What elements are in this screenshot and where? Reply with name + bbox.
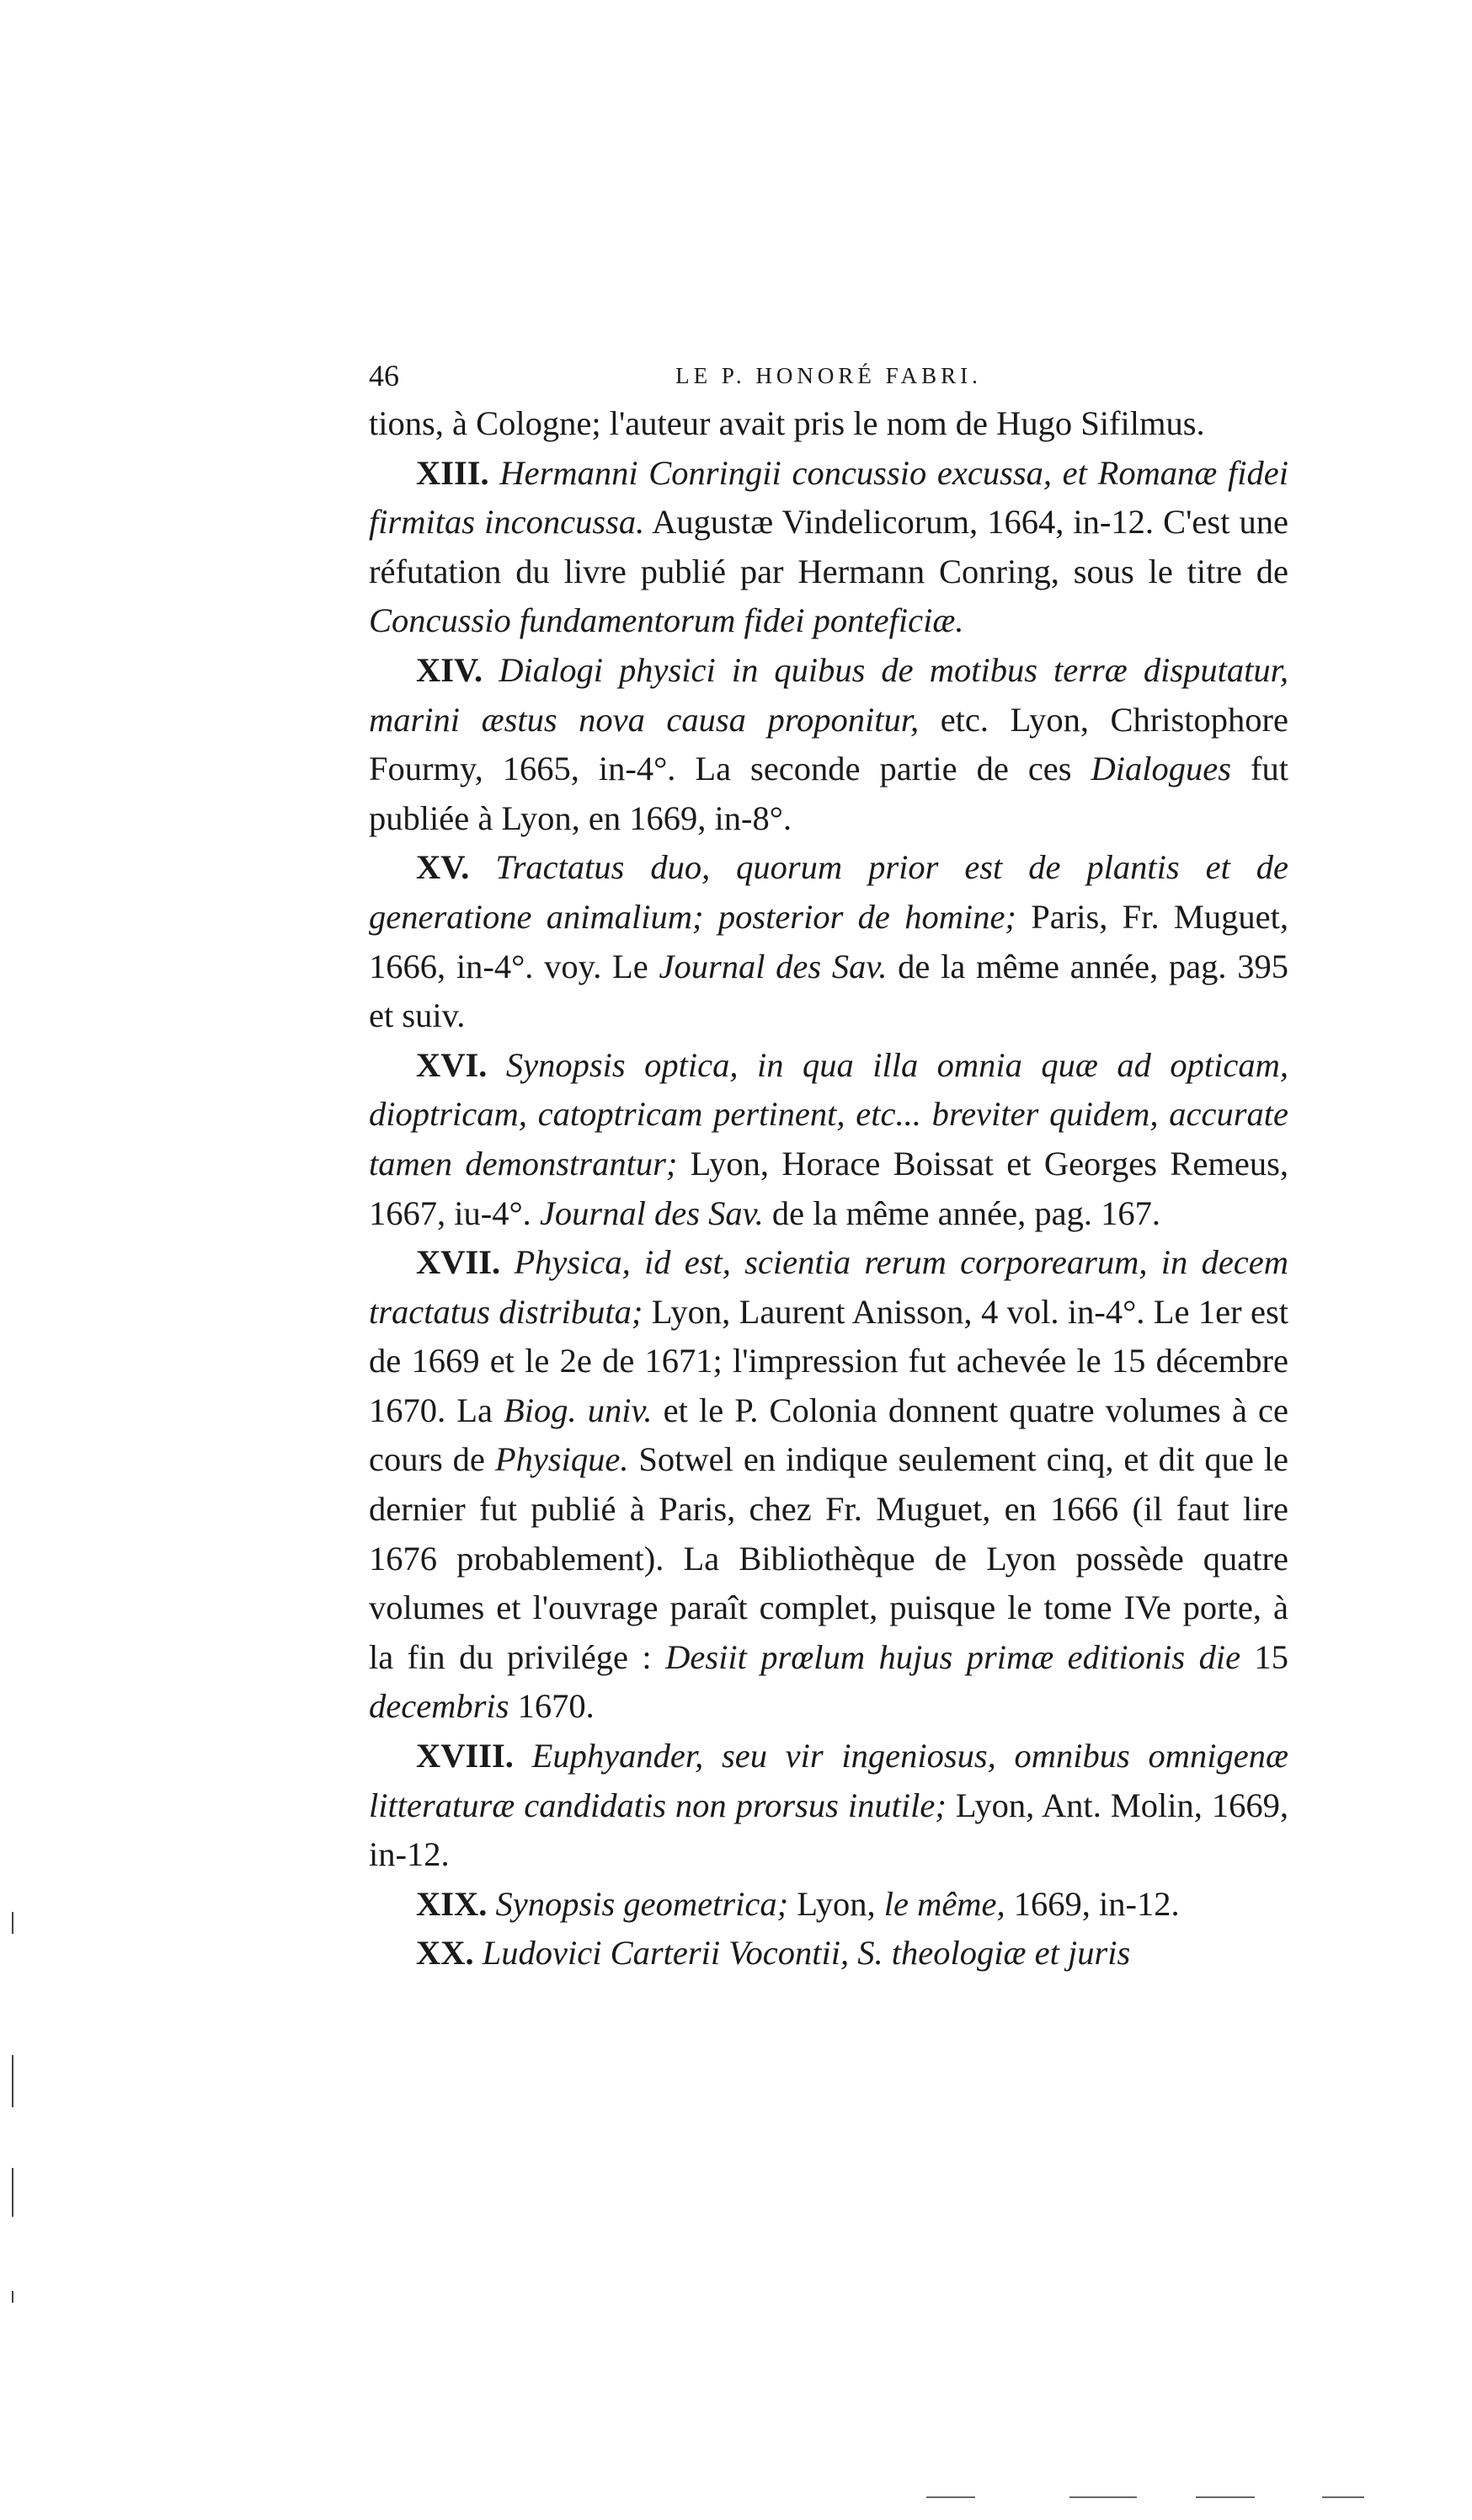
text-run: Lyon, (788, 1884, 884, 1923)
text-run (514, 1737, 532, 1775)
italic-title: Dialogues (1091, 750, 1232, 788)
page-number: 46 (369, 359, 399, 392)
entry-number: XX. (416, 1934, 474, 1973)
entry-number: XVII. (416, 1243, 501, 1282)
running-title: LE P. HONORÉ FABRI. (675, 363, 982, 388)
text-run: de la même année, pag. 395 et suiv. (369, 947, 1288, 1035)
italic-title: Physique. (494, 1440, 629, 1479)
entry-xv (369, 843, 1288, 1040)
text-run (487, 1885, 495, 1923)
entry-number: XIX. (416, 1884, 488, 1923)
scan-bottom-marks (926, 2496, 1364, 2500)
italic-title: Journal des Sav. (659, 947, 888, 985)
text-run: Lyon, Ant. Molin, 1669, in-12. (369, 1786, 1288, 1874)
text-run: Sotwel en indique seulement cinq, et dit que le dernier fut publié à Paris, chez Fr. Muguet, en 1666 (il faut lire 1676 probablement). La Bibliothèque de Lyon possède quatre volumes et l'ouvrage paraît complet, puisque le tome IVe porte, à la fin du privilége : (369, 1440, 1288, 1676)
entry-xix (369, 1880, 1288, 1930)
paragraph-continuation (369, 399, 1288, 449)
text-run (487, 1046, 506, 1084)
italic-title: Euphyander, seu vir ingeniosus, omnibus omnigenæ litteraturæ candidatis non prorsus inutile; (369, 1737, 1288, 1824)
text-run: 15 (1240, 1637, 1289, 1676)
text-run: fut publiée à Lyon, en 1669, in-8°. (369, 750, 1288, 837)
italic-title: Synopsis geometrica; (495, 1884, 789, 1923)
text-run: 1670. (509, 1687, 595, 1726)
italic-title: Ludovici Carterii Vocontii, S. theologiæ et juris (482, 1934, 1131, 1973)
italic-title: Physica, id est, scientia rerum corporearum, in decem tractatus distributa; (369, 1243, 1288, 1331)
text-run: Lyon, Laurent Anisson, 4 vol. in-4°. Le 1er est de 1669 et le 2e de 1671; l'impression fut achevée le 15 décembre 1670. La (369, 1292, 1288, 1429)
entry-xiv (369, 646, 1288, 843)
entry-number: XVIII. (416, 1737, 514, 1775)
text-run (483, 651, 499, 689)
italic-title: Dialogi physici in quibus de motibus terræ disputatur, marini æstus nova causa proponitur, (369, 650, 1289, 739)
bibliography-text (369, 399, 1288, 1978)
entry-number: XIII. (416, 453, 489, 492)
entry-xiii (369, 449, 1288, 646)
text-run: etc. Lyon, Christophore Fourmy, 1665, in-4°. La seconde partie de ces (369, 700, 1288, 788)
italic-title: Concussio fundamentorum fidei ponteficiæ. (369, 601, 964, 640)
text-run: 1669, in-12. (1005, 1884, 1180, 1923)
entry-number: XV. (416, 848, 470, 887)
book-page (369, 352, 1288, 1978)
italic-title: decembris (369, 1687, 509, 1726)
entry-number: XIV. (416, 650, 483, 689)
italic-title: Biog. univ. (504, 1391, 653, 1429)
text-run (500, 1243, 514, 1281)
italic-title: Synopsis optica, in qua illa omnia quæ ad opticam, dioptricam, catoptricam pertinent, etc... breviter quidem, accurate tamen demonstrantur; (369, 1045, 1289, 1183)
italic-title: le même, (883, 1884, 1005, 1923)
text-run (474, 1934, 483, 1972)
entry-xvii (369, 1238, 1288, 1732)
entry-number: XVI. (416, 1045, 488, 1084)
entry-xvi (369, 1041, 1288, 1238)
entry-xx (369, 1929, 1288, 1978)
italic-title: Tractatus duo, quorum prior est de plantis et de generatione animalium; posterior de homine; (369, 848, 1289, 936)
text-run: tions, à Cologne; l'auteur avait pris le nom de Hugo Sifilmus. (369, 404, 1205, 442)
text-run: de la même année, pag. 167. (763, 1193, 1160, 1232)
text-run (469, 848, 495, 886)
italic-title: Hermanni Conringii concussio excussa, et Romanæ fidei firmitas inconcussa. (369, 453, 1288, 542)
text-run: Lyon, Horace Boissat et Georges Remeus, 1667, iu-4°. (369, 1144, 1288, 1232)
running-head (369, 352, 1288, 399)
entry-xviii (369, 1732, 1288, 1880)
text-run (489, 454, 500, 492)
italic-title: Journal des Sav. (539, 1193, 764, 1232)
text-run: et le P. Colonia donnent quatre volumes à ce cours de (369, 1391, 1288, 1479)
text-run: Augustæ Vindelicorum, 1664, in-12. C'est une réfutation du livre publié par Hermann Conring, sous le titre de (369, 503, 1288, 590)
italic-title: Desiit prœlum hujus primæ editionis die (665, 1637, 1241, 1676)
text-run: Paris, Fr. Muguet, 1666, in-4°. voy. Le (369, 897, 1288, 985)
